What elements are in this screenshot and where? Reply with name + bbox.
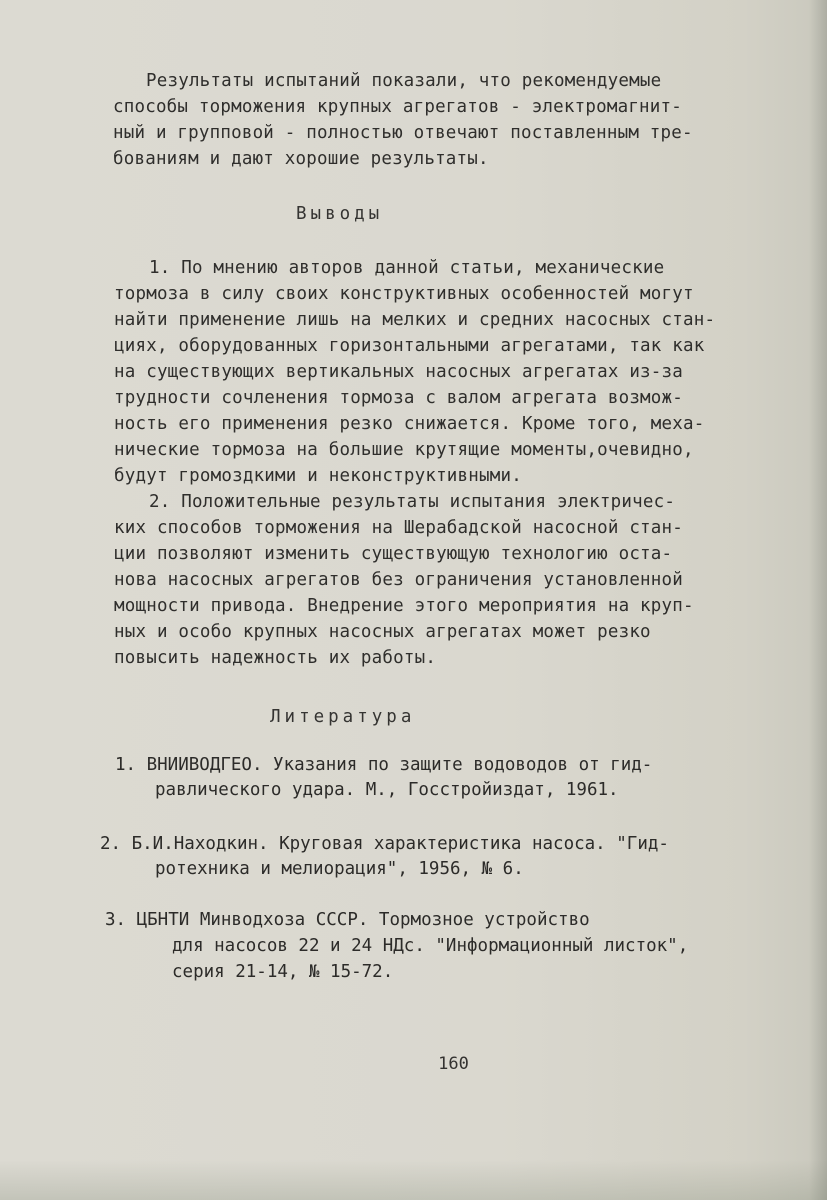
- conclusions-line-14: мощности привода. Внедрение этого мероприятия на круп-: [114, 596, 694, 616]
- conclusions-line-6: трудности сочленения тормоза с валом агрегата возмож-: [114, 388, 684, 408]
- conclusions-line-12: ции позволяют изменить существующую технологию оста-: [114, 544, 673, 564]
- page-number: 160: [438, 1054, 469, 1074]
- conclusions-line-7: ность его применения резко снижается. Кроме того, меха-: [114, 414, 705, 434]
- intro-line-1: Результаты испытаний показали, что рекомендуемые: [146, 71, 662, 91]
- reference-2-line-2: ротехника и мелиорация", 1956, № 6.: [155, 859, 524, 879]
- page-bottom-shadow: [0, 1160, 827, 1200]
- reference-1-line-1: 1. ВНИИВОДГЕО. Указания по защите водоводов от гид-: [115, 755, 653, 775]
- conclusions-line-5: на существующих вертикальных насосных агрегатах из-за: [114, 362, 684, 382]
- conclusions-line-3: найти применение лишь на мелких и средних насосных стан-: [114, 310, 716, 330]
- conclusions-line-15: ных и особо крупных насосных агрегатах может резко: [114, 622, 651, 642]
- conclusions-line-13: нова насосных агрегатов без ограничения установленной: [114, 570, 684, 590]
- intro-line-4: бованиям и дают хорошие результаты.: [113, 149, 489, 169]
- conclusions-line-16: повысить надежность их работы.: [114, 648, 437, 668]
- reference-3-line-1: 3. ЦБНТИ Минводхоза СССР. Тормозное устройство: [105, 910, 590, 930]
- reference-3-line-2: для насосов 22 и 24 НДс. "Информационный листок",: [172, 936, 689, 956]
- conclusions-line-10: 2. Положительные результаты испытания электричес-: [149, 492, 676, 512]
- reference-2-line-1: 2. Б.И.Находкин. Круговая характеристика насоса. "Гид-: [100, 834, 669, 854]
- conclusions-line-4: циях, оборудованных горизонтальными агрегатами, так как: [114, 336, 705, 356]
- conclusions-line-11: ких способов торможения на Шерабадской насосной стан-: [114, 518, 684, 538]
- reference-3-line-3: серия 21-14, № 15-72.: [172, 962, 394, 982]
- conclusions-line-9: будут громоздкими и неконструктивными.: [114, 466, 522, 486]
- reference-1-line-2: равлического удара. М., Госстройиздат, 1961.: [155, 780, 619, 800]
- conclusions-line-2: тормоза в силу своих конструктивных особенностей могут: [114, 284, 694, 304]
- conclusions-heading: Выводы: [296, 204, 384, 224]
- literature-heading: Литература: [270, 707, 416, 727]
- intro-line-3: ный и групповой - полностью отвечают поставленным тре-: [113, 123, 693, 143]
- conclusions-line-8: нические тормоза на большие крутящие моменты,очевидно,: [114, 440, 694, 460]
- conclusions-line-1: 1. По мнению авторов данной статьи, механические: [149, 258, 665, 278]
- intro-line-2: способы торможения крупных агрегатов - электромагнит-: [113, 97, 683, 117]
- page-edge-shadow: [809, 0, 827, 1200]
